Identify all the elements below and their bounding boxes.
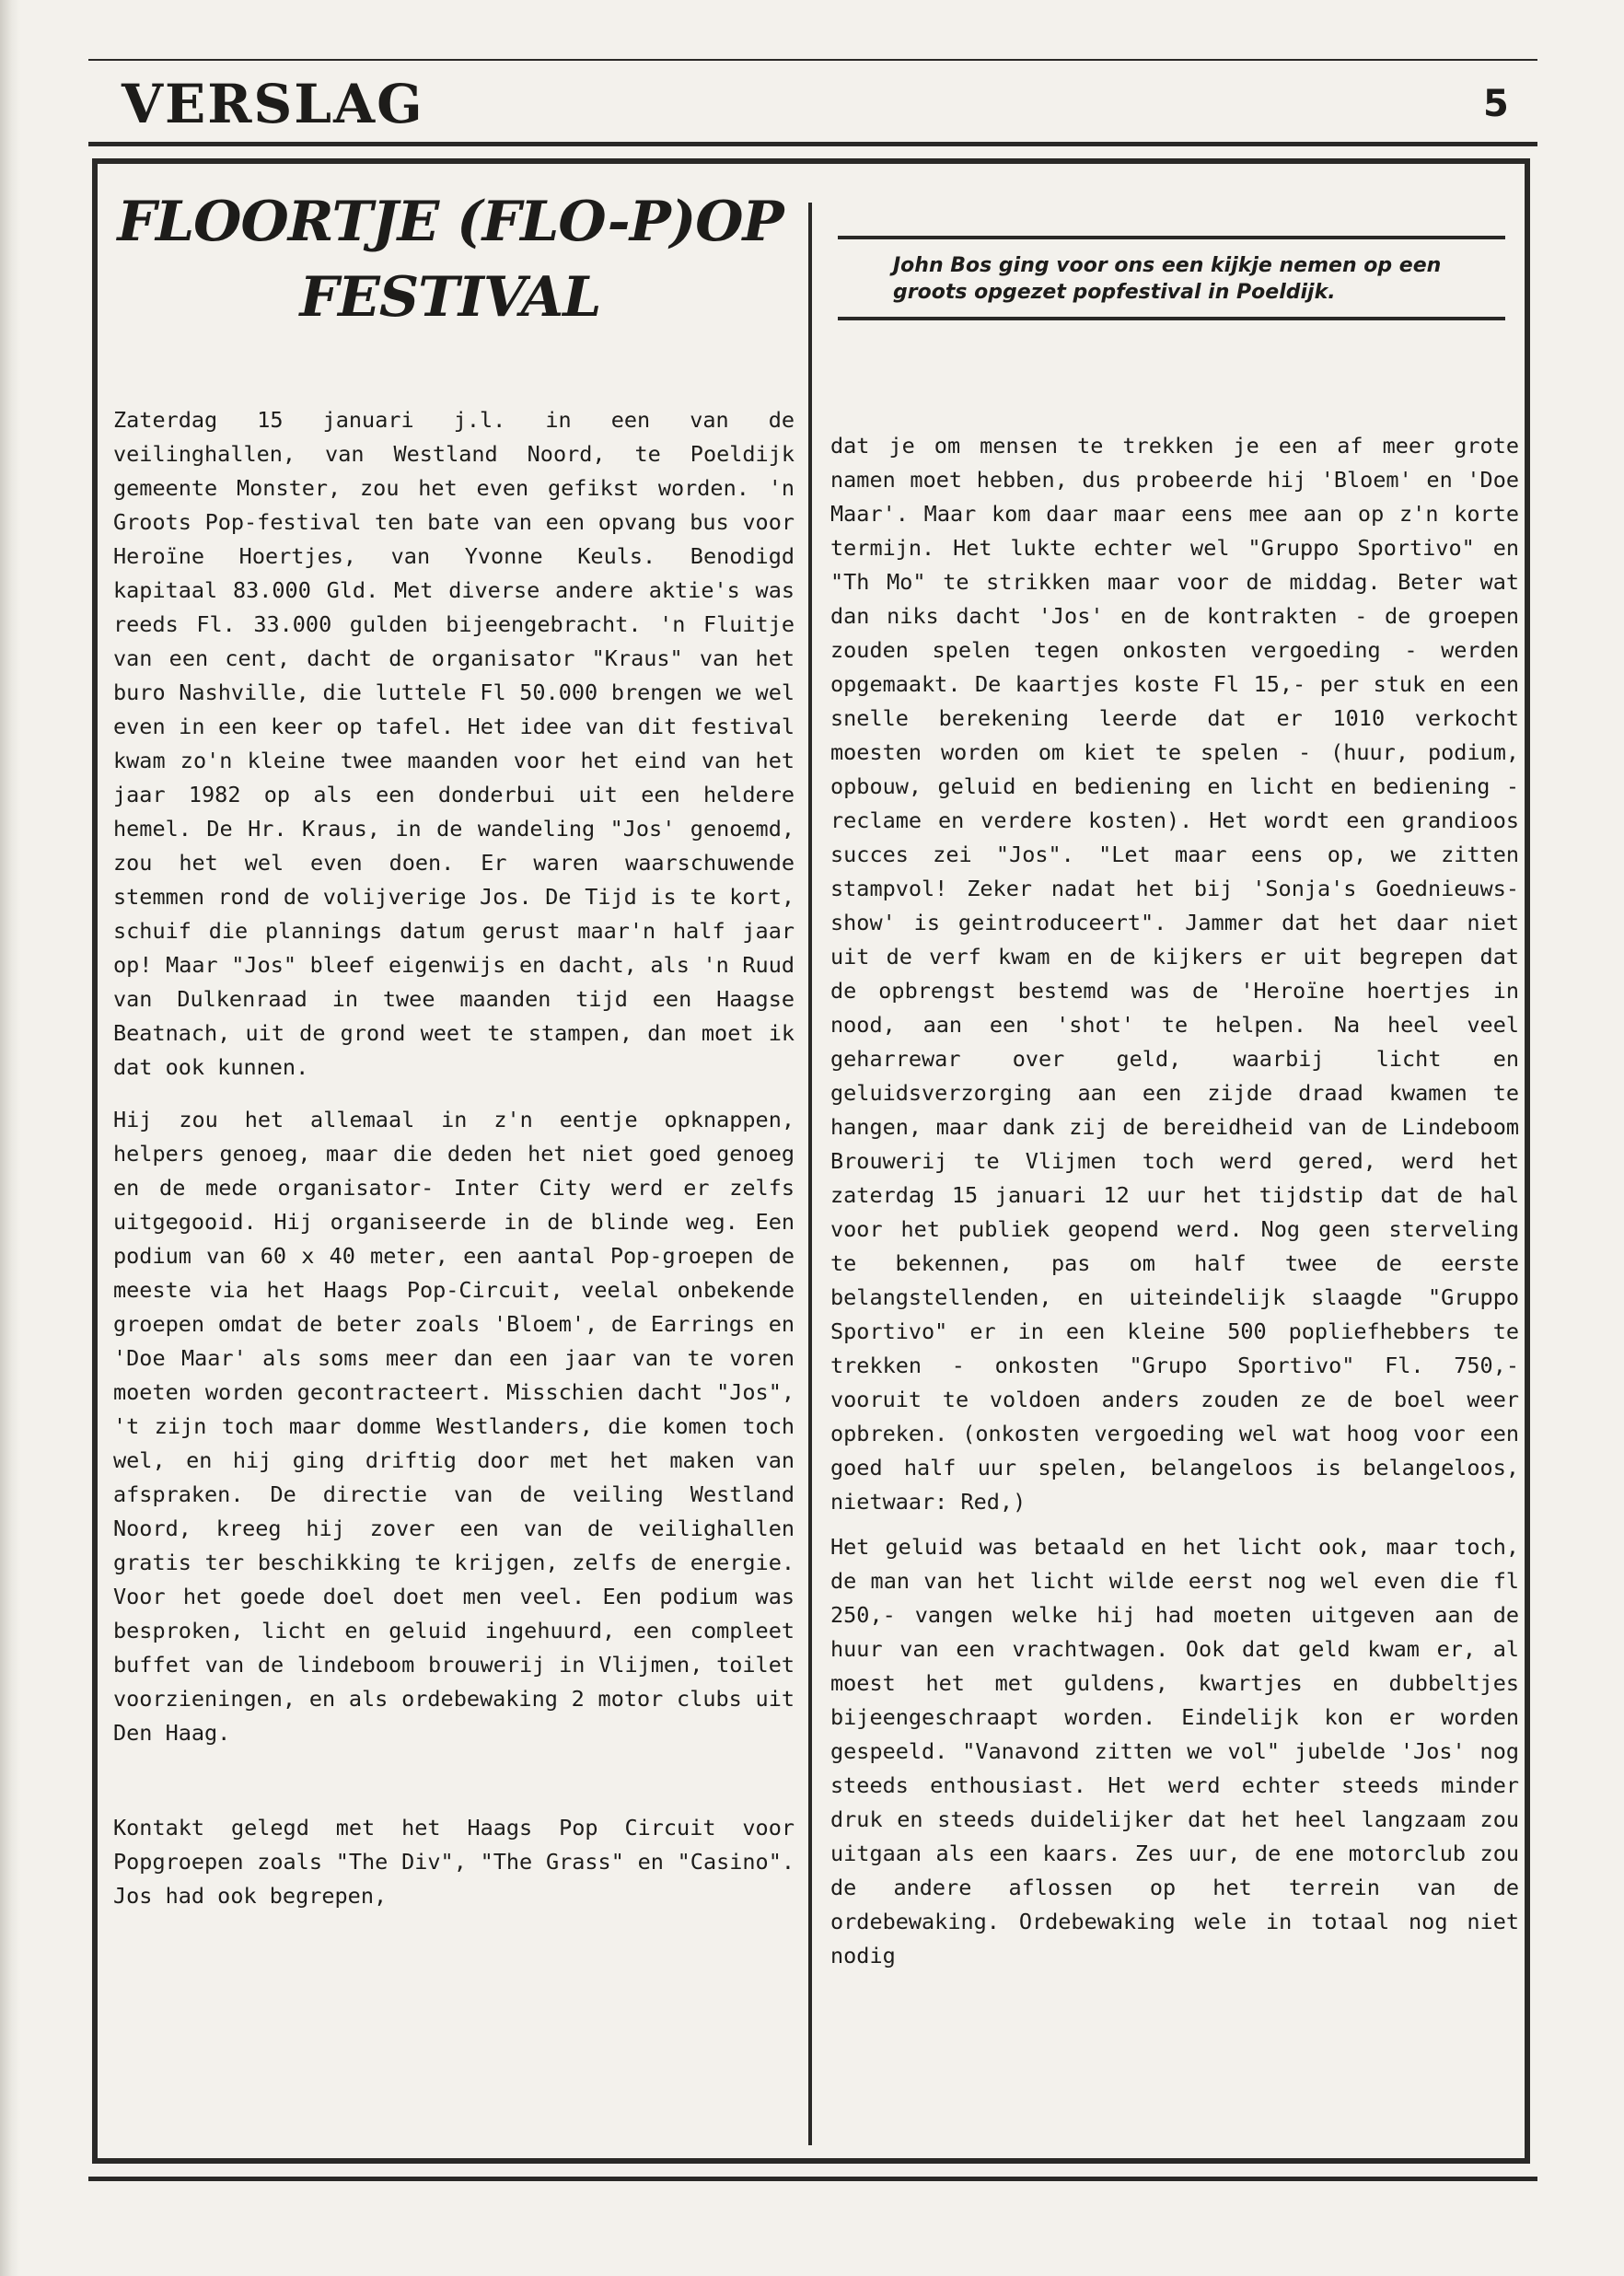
section-label: VERSLAG <box>122 73 424 135</box>
paragraph: Hij zou het allemaal in z'n eentje opknappen, helpers genoeg, maar die deden het niet goed genoeg en de mede organisator- Inter City werd er zelfs uitgegooid. Hij organiseerde in de blinde weg. Een podium van 60 x 40 meter, een aantal Pop-groepen de meeste via het Haags Pop-Circuit, veelal onbekende groepen omdat de beter zoals 'Bloem', de Earrings en 'Doe Maar' als soms meer dan een jaar van te voren moeten worden gecontracteert. Misschien dacht "Jos", 't zijn toch maar domme Westlanders, die komen toch wel, en hij ging driftig door met het maken van afspraken. De directie van de veiling Westland Noord, kreeg hij zover een van de veilighallen gratis ter beschikking te krijgen, zelfs de energie. Voor het goede doel doet men veel. Een podium was besproken, licht en geluid ingehuurd, een compleet buffet van de lindeboom brouwerij in Vlijmen, toilet voorzieningen, en als ordebewaking 2 motor clubs uit Den Haag. <box>113 1107 795 1746</box>
intro-box <box>838 236 1505 320</box>
column-divider <box>808 203 812 2145</box>
paragraph: dat je om mensen te trekken je een af meer grote namen moet hebben, dus probeerde hij 'Bloem' en 'Doe Maar'. Maar kom daar maar eens mee aan op z'n korte termijn. Het lukte echter wel "Gruppo Sportivo" en "Th Mo" te strikken maar voor de middag. Beter wat dan niks dacht 'Jos' en de kontrakten - de groepen zouden spelen tegen onkosten vergoeding - werden opgemaakt. De kaartjes koste Fl 15,- per stuk en een snelle berekening leerde dat er 1010 verkocht moesten worden om kiet te spelen - (huur, podium, opbouw, geluid en bediening en licht en bediening - reclame en verdere kosten). Het wordt een grandioos succes zei "Jos". "Let maar eens op, we zitten stampvol! Zeker nadat het bij 'Sonja's Goednieuws-show' is geintroduceert". Jammer dat het daar niet uit de verf kwam en de kijkers er uit begrepen dat de opbrengst bestemd was de 'Heroïne hoertjes in nood, aan een 'shot' te helpen. Na heel veel geharrewar over geld, waarbij licht en geluidsverzorging aan een zijde draad kwamen te hangen, maar dank zij de bereidheid van de Lindeboom Brouwerij te Vlijmen toch werd gered, werd het zaterdag 15 januari 12 uur het tijdstip dat de hal voor het publiek geopend werd. Nog geen sterveling te bekennen, pas om half twee de eerste belangstellenden, en uiteindelijk slaagde "Gruppo Sportivo" er in een kleine 500 popliefhebbers te trekken - onkosten "Grupo Sportivo" Fl. 750,- vooruit te voldoen anders zouden ze de boel weer opbreken. (onkosten vergoeding wel wat hoog voor een goed half uur spelen, belangeloos is belangeloos, nietwaar: Red,) <box>830 433 1519 1515</box>
page-number: 5 <box>1483 83 1509 125</box>
paragraph: Kontakt gelegd met het Haags Pop Circuit voor Popgroepen zoals "The Div", "The Grass" en "Casino". Jos had ook begrepen, <box>113 1815 795 1909</box>
top-rule <box>88 59 1537 61</box>
header-rule <box>88 142 1537 146</box>
article-headline <box>96 184 805 335</box>
right-column <box>830 429 1519 1973</box>
paragraph: Het geluid was betaald en het licht ook, maar toch, de man van het licht wilde eerst nog wel even die fl 250,- vangen welke hij had moeten uitgeven aan de huur van een vrachtwagen. Ook dat geld kwam er, al moest het met guldens, kwartjes en dubbeltjes bijeengeschraapt worden. Eindelijk kon er worden gespeeld. "Vanavond zitten we vol" jubelde 'Jos' nog steeds enthousiast. Het werd echter steeds minder druk en steeds duidelijker dat het heel langzaam zou uitgaan als een kaars. Zes uur, de ene motorclub zou de andere aflossen op het terrein van de ordebewaking. Ordebewaking wele in totaal nog niet nodig <box>830 1534 1519 1968</box>
paragraph: Zaterdag 15 januari j.l. in een van de veilinghallen, van Westland Noord, te Poeldijk gemeente Monster, zou het even gefikst worden. 'n Groots Pop-festival ten bate van een opvang bus voor Heroïne Hoertjes, van Yvonne Keuls. Benodigd kapitaal 83.000 Gld. Met diverse andere aktie's was reeds Fl. 33.000 gulden bijeengebracht. 'n Fluitje van een cent, dacht de organisator "Kraus" van het buro Nashville, die luttele Fl 50.000 brengen we wel even in een keer op tafel. Het idee van dit festival kwam zo'n kleine twee maanden voor het eind van het jaar 1982 op als een donderbui uit een heldere hemel. De Hr. Kraus, in de wandeling "Jos' genoemd, zou het wel even doen. Er waren waarschuwende stemmen rond de volijverige Jos. De Tijd is te kort, schuif die plannings datum gerust maar'n half jaar op! Maar "Jos" bleef eigenwijs en dacht, als 'n Ruud van Dulkenraad in twee maanden tijd een Haagse Beatnach, uit de grond weet te stampen, dan moet ik dat ook kunnen. <box>113 407 795 1080</box>
intro-text: John Bos ging voor ons een kijkje nemen op een groots opgezet popfestival in Poeldijk. <box>893 254 1442 304</box>
left-column <box>113 403 795 1913</box>
headline-line-2: FESTIVAL <box>299 265 601 330</box>
bottom-rule <box>88 2177 1537 2181</box>
page-spine-shadow <box>0 0 20 2276</box>
headline-line-1: FLOORTJE (FLO-P)OP <box>117 190 783 254</box>
